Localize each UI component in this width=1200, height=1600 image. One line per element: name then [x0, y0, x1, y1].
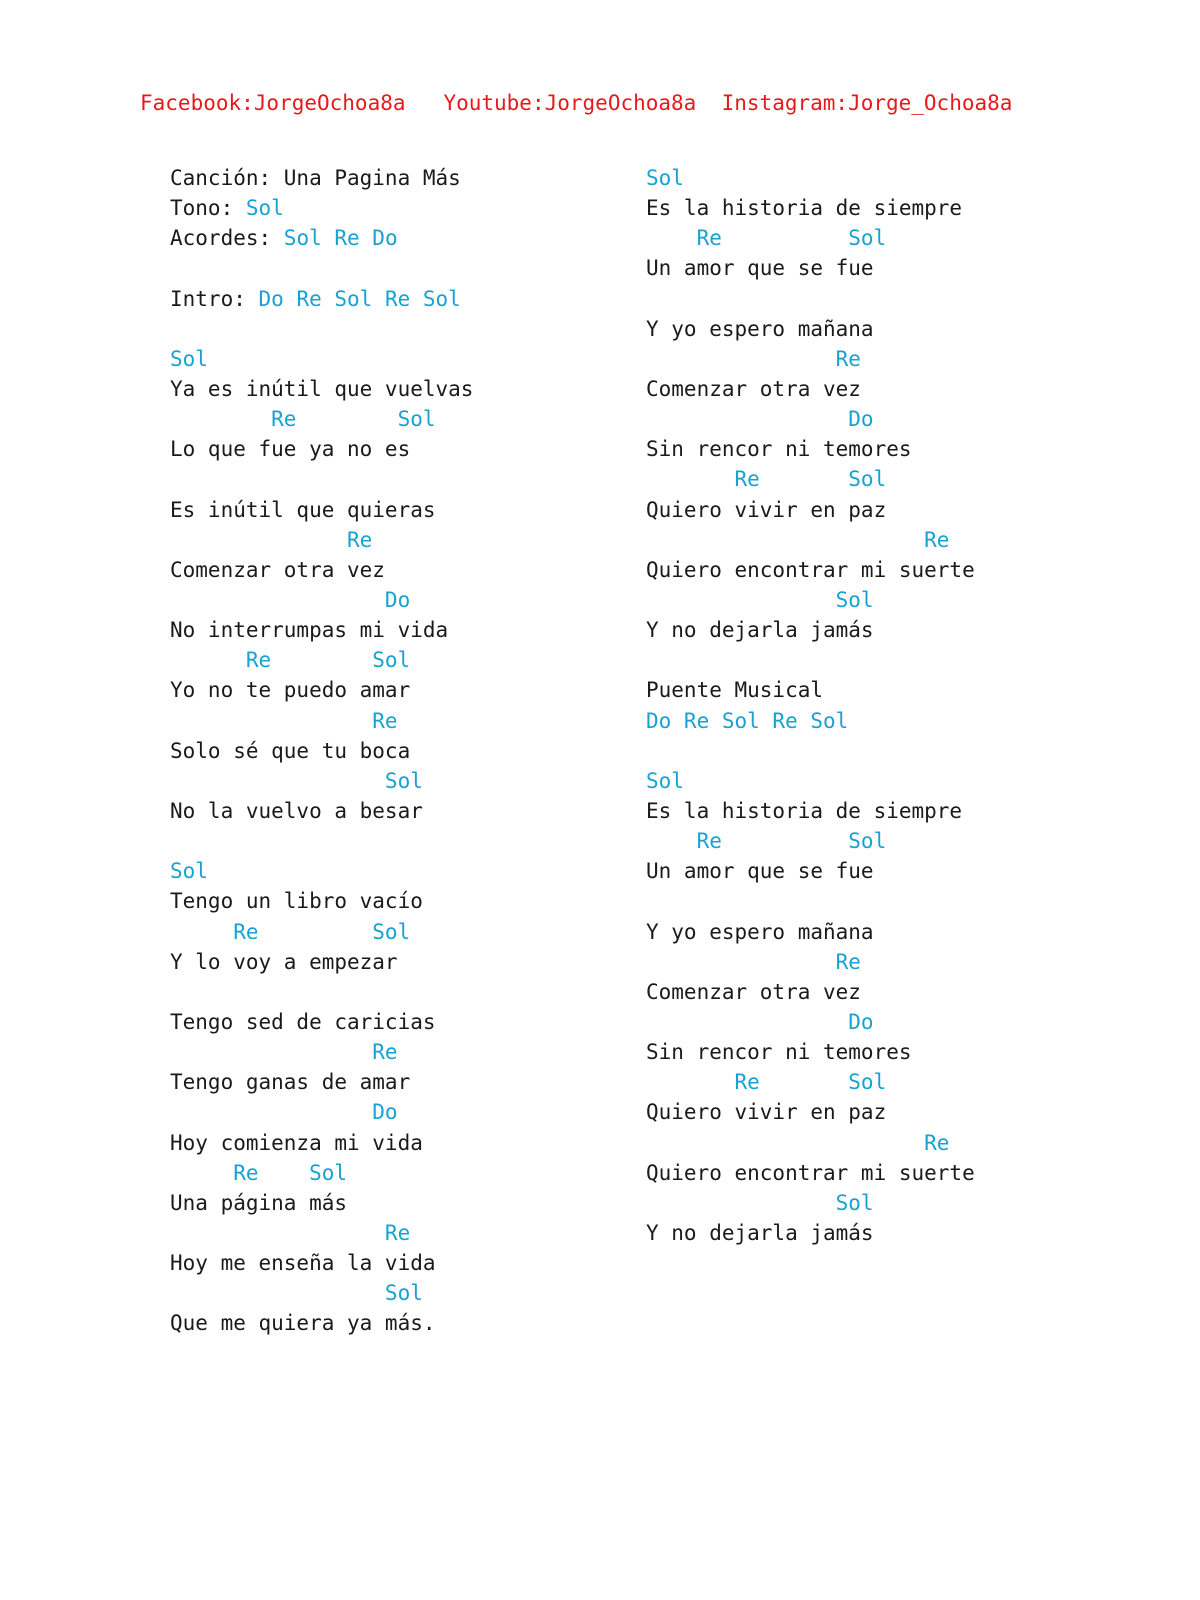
lyric-line: Solo sé que tu boca — [170, 738, 411, 763]
lyric-line: Puente Musical — [646, 678, 824, 703]
lyric-line: No interrumpas mi vida — [170, 618, 449, 643]
lyric-line: Tengo sed de caricias — [170, 1009, 436, 1034]
song-info-line — [170, 223, 473, 253]
song-info-line — [170, 193, 473, 223]
lyric-line: Y yo espero mañana — [646, 316, 874, 341]
lyric-line: Tengo un libro vacío — [170, 889, 423, 914]
lyric-line: Hoy me enseña la vida — [170, 1251, 436, 1276]
lyric-line: Ya es inútil que vuelvas — [170, 376, 474, 401]
lyric-line: Y yo espero mañana — [646, 919, 874, 944]
blank-line — [646, 736, 975, 766]
chord-line: Re Sol — [170, 919, 411, 944]
chord-list: Sol Re Do — [283, 226, 398, 251]
lyric-line: Es la historia de siempre — [646, 196, 963, 221]
chord-line: Sol — [170, 346, 208, 371]
chord-line: Sol — [170, 768, 423, 793]
blank-line — [170, 977, 473, 1007]
line-label: Tono: — [170, 196, 246, 221]
chord-line: Do — [170, 587, 411, 612]
chord-list: Sol — [245, 196, 284, 221]
lyric-line: Hoy comienza mi vida — [170, 1130, 423, 1155]
chord-line: Sol — [646, 1190, 874, 1215]
lyric-line: Yo no te puedo amar — [170, 678, 411, 703]
lyric-line: Un amor que se fue — [646, 859, 874, 884]
youtube-handle: Youtube:JorgeOchoa8a — [443, 91, 697, 115]
lyric-line: Quiero vivir en paz — [646, 1100, 887, 1125]
chord-line: Do — [646, 1009, 874, 1034]
lyric-line: Comenzar otra vez — [646, 376, 861, 401]
blank-line — [646, 886, 975, 916]
chord-line: Re — [646, 1130, 950, 1155]
lyric-line: Y no dejarla jamás — [646, 618, 874, 643]
chord-line: Re — [646, 949, 861, 974]
blank-line — [646, 284, 975, 314]
lyric-line: Sin rencor ni temores — [646, 1040, 912, 1065]
lyric-line: Quiero encontrar mi suerte — [646, 1160, 975, 1185]
chord-line: Re Sol — [646, 1070, 887, 1095]
chord-line: Re Sol — [170, 648, 411, 673]
chord-line: Re Sol — [170, 1160, 348, 1185]
facebook-handle: Facebook:JorgeOchoa8a — [140, 91, 406, 115]
chord-line: Sol — [646, 166, 684, 190]
lyric-line: Es inútil que quieras — [170, 497, 436, 522]
line-label: Acordes: — [170, 226, 284, 251]
blank-line — [646, 645, 975, 675]
chord-line: Re Sol — [646, 226, 887, 251]
lyrics-column-right — [646, 163, 975, 1248]
lyric-line: Canción: Una Pagina Más — [170, 166, 461, 190]
lyric-line: Tengo ganas de amar — [170, 1070, 411, 1095]
chord-line: Sol — [646, 768, 684, 793]
chord-line: Sol — [646, 587, 874, 612]
lyric-line: Sin rencor ni temores — [646, 437, 912, 462]
lyric-line: Y no dejarla jamás — [646, 1220, 874, 1245]
lyric-line: Es la historia de siempre — [646, 798, 963, 823]
chord-line: Do — [170, 1100, 398, 1125]
chord-list: Do Re Sol Re Sol — [258, 286, 461, 311]
chord-line: Re — [646, 346, 861, 371]
lyric-line: Un amor que se fue — [646, 256, 874, 281]
chord-line: Sol — [170, 1281, 423, 1306]
blank-line — [170, 314, 473, 344]
chord-line: Re — [170, 708, 398, 733]
line-label: Intro: — [170, 286, 259, 311]
lyric-line: Quiero vivir en paz — [646, 497, 887, 522]
lyric-line: Y lo voy a empezar — [170, 949, 398, 974]
chord-line: Re — [646, 527, 950, 552]
chord-line: Do — [646, 407, 874, 432]
chord-line: Do Re Sol Re Sol — [646, 708, 849, 733]
chord-line: Re Sol — [646, 467, 887, 492]
lyric-line: No la vuelvo a besar — [170, 798, 423, 823]
social-header — [140, 88, 1012, 118]
song-info-line — [170, 284, 473, 314]
lyric-line: Comenzar otra vez — [646, 979, 861, 1004]
blank-line — [170, 253, 473, 283]
lyric-line: Que me quiera ya más. — [170, 1311, 436, 1336]
blank-line — [170, 826, 473, 856]
lyric-line: Una página más — [170, 1190, 348, 1215]
blank-line — [170, 464, 473, 494]
instagram-handle: Instagram:Jorge_Ochoa8a — [721, 91, 1013, 115]
chord-line: Re Sol — [646, 829, 887, 854]
chord-line: Sol — [170, 859, 208, 884]
chord-line: Re — [170, 1040, 398, 1065]
lyric-line: Lo que fue ya no es — [170, 437, 411, 462]
lyric-line: Quiero encontrar mi suerte — [646, 557, 975, 582]
lyric-line: Comenzar otra vez — [170, 557, 385, 582]
chord-line: Re Sol — [170, 407, 436, 432]
chord-line: Re — [170, 527, 373, 552]
lyrics-column-left — [170, 163, 473, 1338]
chord-line: Re — [170, 1220, 411, 1245]
